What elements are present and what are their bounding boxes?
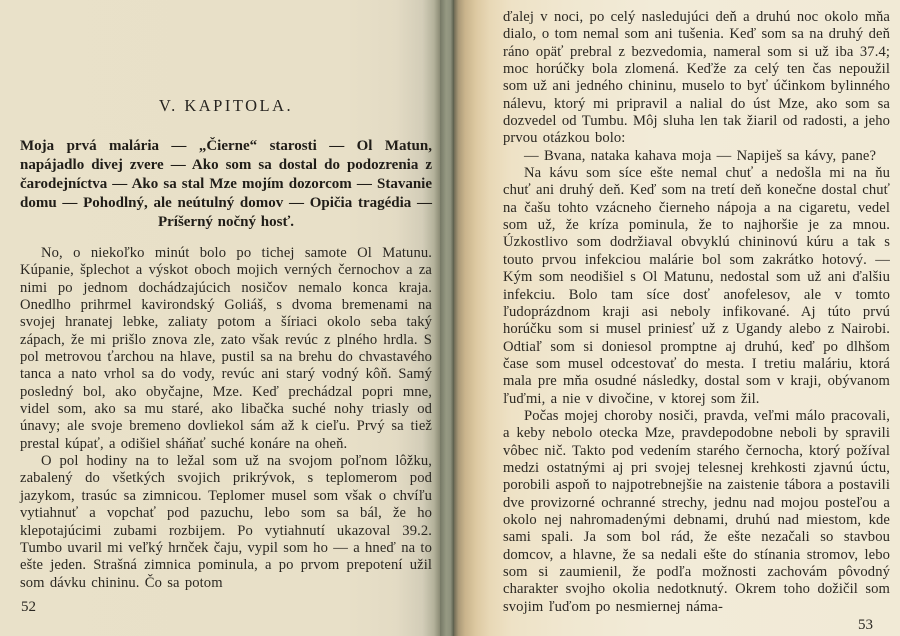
paragraph: — Bvana, nataka kahava moja — Napiješ sa kávy, pane? [524, 147, 877, 164]
chapter-heading: V. KAPITOLA. [158, 96, 294, 115]
paragraph: Na kávu som síce ešte nemal chuť a nedošla mi na ňu chuť ani druhý deň. Keď som na tretí deň konečne dostal chuť na čašu tohto vzácneho čierneho nápoja a na cigaretu, vedel som už, že kríza pominula, že to najhoršie je za mnou. Úzkostlivo som dodržiaval obvyklú chininovú kúru a tak s touto prvou infekciou malárie bol som zakrátko hotový. — Kým som neodišiel s Ol Matunu, nedostal som už ani ďalšiu infekciu. Bolo tam síce dosť anofelesov, ale v tomto ľudoprázdnom kraji asi neboly infikované. Aj túto prvú horúčku som si musel priniesť už z Ugandy alebo z Nairobi. Odtiaľ som si doniesol promptne aj druhú, keď po dlhšom čase som musel odcestovať do mesta. I tretiu maláriu, ktorá mala pre mňa osudné následky, dostal som v kraji, obývanom ľuďmi, a nie v divočine, v ktorej som žil. [503, 165, 890, 407]
page-number: 52 [21, 599, 36, 615]
paragraph: Počas mojej choroby nosiči, pravda, veľmi málo pracovali, a keby nebolo otecka Mze, pravdepodobne neboli by spravili vôbec nič. Takto pod vedením starého černocha, ktorý požíval medzi ostatnými aj pri svojej telesnej krehkosti zjavnú úctu, porobili aspoň to najpotrebnejšie na zaistenie tábora a postavili dve provizorné ochranné strechy, jednu nad mojou posteľou a okolo nej nahromadenými debnami, druhú nad miestom, kde sami spali. Ja som bol rád, že ešte nezačali so stavbou domcov, a hlavne, že sa nedali ešte do stínania stromov, lebo som si zaumienil, že podľa možnosti zachovám pôvodný charakter svojho okolia nedotknutý. Okrem toho dožičil som svojim ľuďom po nesmiernej náma- [503, 407, 890, 615]
book-page-right [454, 0, 900, 636]
chapter-subtitle: Moja prvá malária — „Čierne“ starosti — Ol Matun, napájadlo divej zvere — Ako som sa dostal do podozrenia z čarodejníctva — Ako sa stal Mze mojím dozorcom — Stavanie domu — Pohodlný, ale neútulný domov — Opičia tragédia — Príšerný nočný hosť. [20, 138, 432, 230]
book-page-left [0, 0, 440, 636]
paragraph: O pol hodiny na to ležal som už na svojom poľnom lôžku, zabalený do všetkých svojich prikrývok, s teplomerom pod jazykom, trasúc sa zimnicou. Teplomer musel som však o chvíľu vytiahnuť a vopchať pod pazuchu, lebo som sa bál, že ho klepotajúcimi zubami rozbijem. Po vytiahnutí ukazoval 39.2. Tumbo uvaril mi veľký hrnček čaju, vypil som ho — a hneď na to ešte jeden. Strašná zimnica pominula, a po prvom prepotení užil som dávku chininu. Čo sa potom [20, 453, 432, 591]
paragraph: No, o niekoľko minút bolo po tichej samote Ol Matunu. Kúpanie, šplechot a výskot oboch mojich verných černochov a za nimi po jednom dochádzajúcich nosičov nemalo konca kraja. Onedlho prihrmel kavirondský Goliáš, s dvoma bremenami na svojej hranatej lebke, zaliaty potom a šíriaci okolo seba taký zápach, že mi prišlo znova zle, zato však revúc z plného hrdla. S pol metrovou ťarchou na hlave, pustil sa na brehu do chvastavého tanca a nato vrhol sa do vody, revúc ani starý vodný kôň. Samý posledný bol, ako obyčajne, Mze. Keď prechádzal popri mne, videl som, ako sa mu staré, ako libačka suché nohy triasly od únavy; ale svoje bremeno dovliekol sám až k cieľu. Prvý sa tiež prestal kúpať, a odišiel sháňať suché konáre na oheň. [20, 245, 432, 452]
page-gutter [440, 0, 454, 636]
paragraph: ďalej v noci, po celý nasledujúci deň a druhú noc okolo mňa dialo, o tom nemal som ani tušenia. Keď som sa na druhý deň ráno opäť prebral z bezvedomia, nameral som si už iba 37.4; moc horúčky bola zlomená. Keďže za celý ten čas nepoužil som už ani jedného chininu, muselo to byť účinkom bylinného nálevu, ktorý mi pripravil a nalial do úst Mze, ako som sa dozvedel od Tumbu. Môj sluha len tak žiaril od radosti, a jeho prvou otázkou bolo: [503, 9, 890, 147]
page-number: 53 [858, 617, 873, 633]
